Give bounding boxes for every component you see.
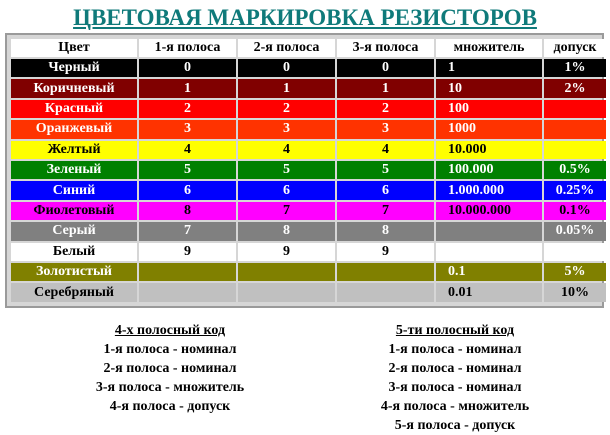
table-row [11,100,606,118]
four-band-code [40,321,300,416]
header-color: Цвет [11,39,137,57]
color-name-cell: Золотистый [11,263,137,281]
header-tolerance: допуск [544,39,606,57]
five-band-code-title: 5-ти полосный код [395,323,515,338]
band-1-cell: 8 [139,202,236,220]
header-row [11,39,606,57]
band-2-cell: 6 [238,181,335,199]
band-3-cell: 5 [337,161,434,179]
band-2-cell: 1 [238,79,335,97]
band-1-cell: 3 [139,120,236,138]
band-1-cell: 7 [139,222,236,240]
color-name-cell: Серебряный [11,283,137,302]
band-3-cell: 0 [337,59,434,77]
table-row [11,79,606,97]
multiplier-cell: 10 [436,79,542,97]
header-band-1: 1-я полоса [139,39,236,57]
five-band-line: 4-я полоса - множитель [380,399,530,414]
tolerance-cell: 0.1% [544,202,606,220]
four-band-line: 1-я полоса - номинал [103,342,237,357]
color-code-table [9,37,608,304]
band-3-cell [337,263,434,281]
band-2-cell: 8 [238,222,335,240]
table-row [11,141,606,159]
color-name-cell: Синий [11,181,137,199]
table-row [11,243,606,261]
table-row [11,202,606,220]
five-band-code [325,321,585,435]
five-band-line: 5-я полоса - допуск [394,418,516,433]
multiplier-cell: 1.000.000 [436,181,542,199]
tolerance-cell: 0.05% [544,222,606,240]
tolerance-cell: 1% [544,59,606,77]
color-name-cell: Фиолетовый [11,202,137,220]
table-row [11,120,606,138]
band-2-cell: 9 [238,243,335,261]
four-band-code-title: 4-х полосный код [114,323,226,338]
tolerance-cell: 10% [544,283,606,302]
band-1-cell: 4 [139,141,236,159]
multiplier-cell [436,222,542,240]
multiplier-cell: 0.1 [436,263,542,281]
band-3-cell: 7 [337,202,434,220]
band-1-cell: 6 [139,181,236,199]
color-code-table-frame [5,33,604,308]
band-2-cell: 0 [238,59,335,77]
multiplier-cell: 10.000.000 [436,202,542,220]
color-name-cell: Желтый [11,141,137,159]
tolerance-cell [544,120,606,138]
header-band-3: 3-я полоса [337,39,434,57]
tolerance-cell: 0.25% [544,181,606,199]
band-1-cell: 1 [139,79,236,97]
band-1-cell: 5 [139,161,236,179]
table-row [11,181,606,199]
table-row [11,222,606,240]
band-3-cell: 9 [337,243,434,261]
multiplier-cell: 0.01 [436,283,542,302]
color-name-cell: Зеленый [11,161,137,179]
color-name-cell: Оранжевый [11,120,137,138]
band-3-cell: 1 [337,79,434,97]
band-1-cell: 9 [139,243,236,261]
band-3-cell: 2 [337,100,434,118]
multiplier-cell: 1000 [436,120,542,138]
multiplier-cell: 1 [436,59,542,77]
color-name-cell: Коричневый [11,79,137,97]
multiplier-cell: 100.000 [436,161,542,179]
band-2-cell [238,263,335,281]
four-band-line: 2-я полоса - номинал [103,361,237,376]
band-2-cell: 7 [238,202,335,220]
band-1-cell [139,283,236,302]
table-row [11,59,606,77]
tolerance-cell [544,100,606,118]
band-2-cell: 5 [238,161,335,179]
band-2-cell [238,283,335,302]
tolerance-cell: 5% [544,263,606,281]
band-3-cell: 6 [337,181,434,199]
color-name-cell: Серый [11,222,137,240]
five-band-line: 1-я полоса - номинал [388,342,522,357]
table-row [11,263,606,281]
band-1-cell: 2 [139,100,236,118]
header-band-2: 2-я полоса [238,39,335,57]
band-2-cell: 3 [238,120,335,138]
page-title: ЦВЕТОВАЯ МАРКИРОВКА РЕЗИСТОРОВ [73,5,537,30]
band-3-cell: 8 [337,222,434,240]
color-name-cell: Красный [11,100,137,118]
multiplier-cell [436,243,542,261]
table-row [11,161,606,179]
table-row [11,283,606,302]
multiplier-cell: 100 [436,100,542,118]
band-code-legend [0,321,610,435]
tolerance-cell: 0.5% [544,161,606,179]
band-1-cell [139,263,236,281]
band-3-cell: 3 [337,120,434,138]
tolerance-cell [544,243,606,261]
tolerance-cell: 2% [544,79,606,97]
band-1-cell: 0 [139,59,236,77]
five-band-line: 2-я полоса - номинал [388,361,522,376]
four-band-line: 4-я полоса - допуск [109,399,231,414]
multiplier-cell: 10.000 [436,141,542,159]
four-band-line: 3-я полоса - множитель [95,380,245,395]
band-2-cell: 4 [238,141,335,159]
five-band-line: 3-я полоса - номинал [388,380,522,395]
header-multiplier: множитель [436,39,542,57]
color-name-cell: Белый [11,243,137,261]
tolerance-cell [544,141,606,159]
color-name-cell: Черный [11,59,137,77]
band-3-cell [337,283,434,302]
band-3-cell: 4 [337,141,434,159]
band-2-cell: 2 [238,100,335,118]
